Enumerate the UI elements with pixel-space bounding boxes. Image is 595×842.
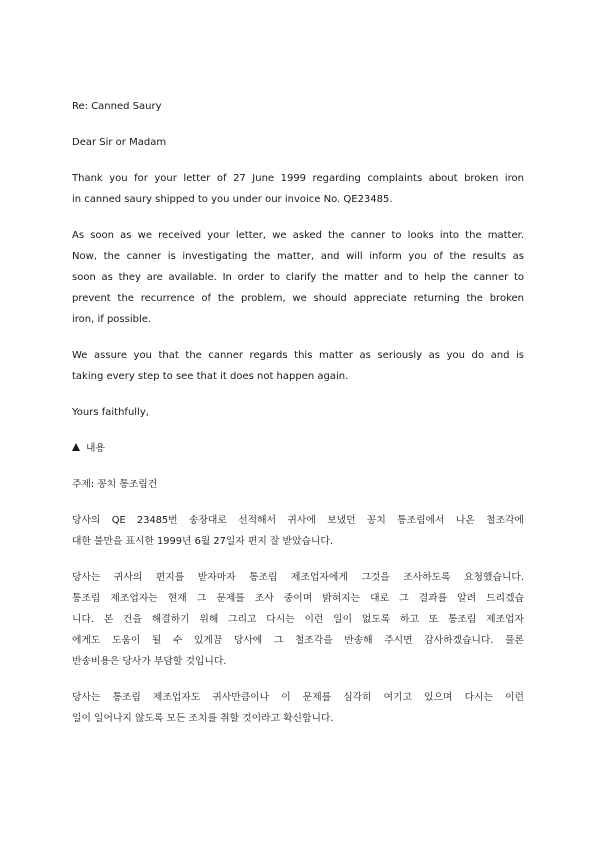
letter-closing <box>72 402 524 423</box>
text-line: 니다. 본 건을 해결하기 위해 그리고 다시는 이런 일이 없도록 하고 또 통조림 제조업자 <box>72 614 524 625</box>
text-line: 반송비용은 당사가 부담할 것입니다. <box>72 656 227 667</box>
text-line: 에게도 도움이 될 수 있게끔 당사에 그 철조각을 반송해 주시면 감사하겠습니다. 물론 <box>72 635 524 646</box>
text-line: Thank you for your letter of 27 June 1999 regarding complaints about broken iron <box>72 173 524 184</box>
text-line: prevent the recurrence of the problem, we should appreciate returning the broken <box>72 293 524 304</box>
korean-section-heading <box>72 438 524 459</box>
letter-paragraph-1 <box>72 168 524 210</box>
korean-paragraph-3 <box>72 687 524 729</box>
letter-paragraph-2 <box>72 225 524 330</box>
korean-subject <box>72 474 524 495</box>
text-line: 일이 일어나지 않도록 모든 조치를 취할 것이라고 확신합니다. <box>72 713 334 724</box>
text-line: Now, the canner is investigating the matter, and will inform you of the results as <box>72 251 524 262</box>
text-line: 당사의 QE 23485번 송장대로 선적해서 귀사에 보냈던 꽁치 통조림에서 나온 철조각에 <box>72 515 524 526</box>
letter-paragraph-3 <box>72 345 524 387</box>
korean-paragraph-2 <box>72 567 524 672</box>
korean-subject-text: 주제: 꽁치 통조림건 <box>72 479 158 490</box>
text-line: in canned saury shipped to you under our invoice No. QE23485. <box>72 194 393 205</box>
section-heading-line <box>72 438 524 459</box>
korean-paragraph-1 <box>72 510 524 552</box>
text-line: 통조림 제조업자는 현재 그 문제를 조사 중이며 밝혀지는 대로 그 결과를 알려 드리겠습 <box>72 593 524 604</box>
letter-subject-text: Re: Canned Saury <box>72 101 162 112</box>
text-line: 당사는 귀사의 편지를 받자마자 통조림 제조업자에게 그것을 조사하도록 요청했습니다. <box>72 572 524 583</box>
text-line: 당사는 통조림 제조업자도 귀사만큼이나 이 문제를 심각히 여기고 있으며 다시는 이런 <box>72 692 524 703</box>
letter-salutation-text: Dear Sir or Madam <box>72 137 167 148</box>
letter-closing-text: Yours faithfully, <box>72 407 149 418</box>
text-line: We assure you that the canner regards this matter as seriously as you do and is <box>72 350 524 361</box>
text-line: soon as they are available. In order to clarify the matter and to help the canner to <box>72 272 524 283</box>
letter-salutation <box>72 132 524 153</box>
text-line: 대한 불만을 표시한 1999년 6월 27일자 편지 잘 받았습니다. <box>72 536 333 547</box>
text-line: iron, if possible. <box>72 314 152 325</box>
document-page <box>72 96 524 744</box>
letter-subject <box>72 96 524 117</box>
text-line: As soon as we received your letter, we asked the canner to looks into the matter. <box>72 230 524 241</box>
triangle-up-icon <box>72 443 80 451</box>
text-line: taking every step to see that it does not happen again. <box>72 371 349 382</box>
section-heading-label: 내용 <box>86 443 105 454</box>
